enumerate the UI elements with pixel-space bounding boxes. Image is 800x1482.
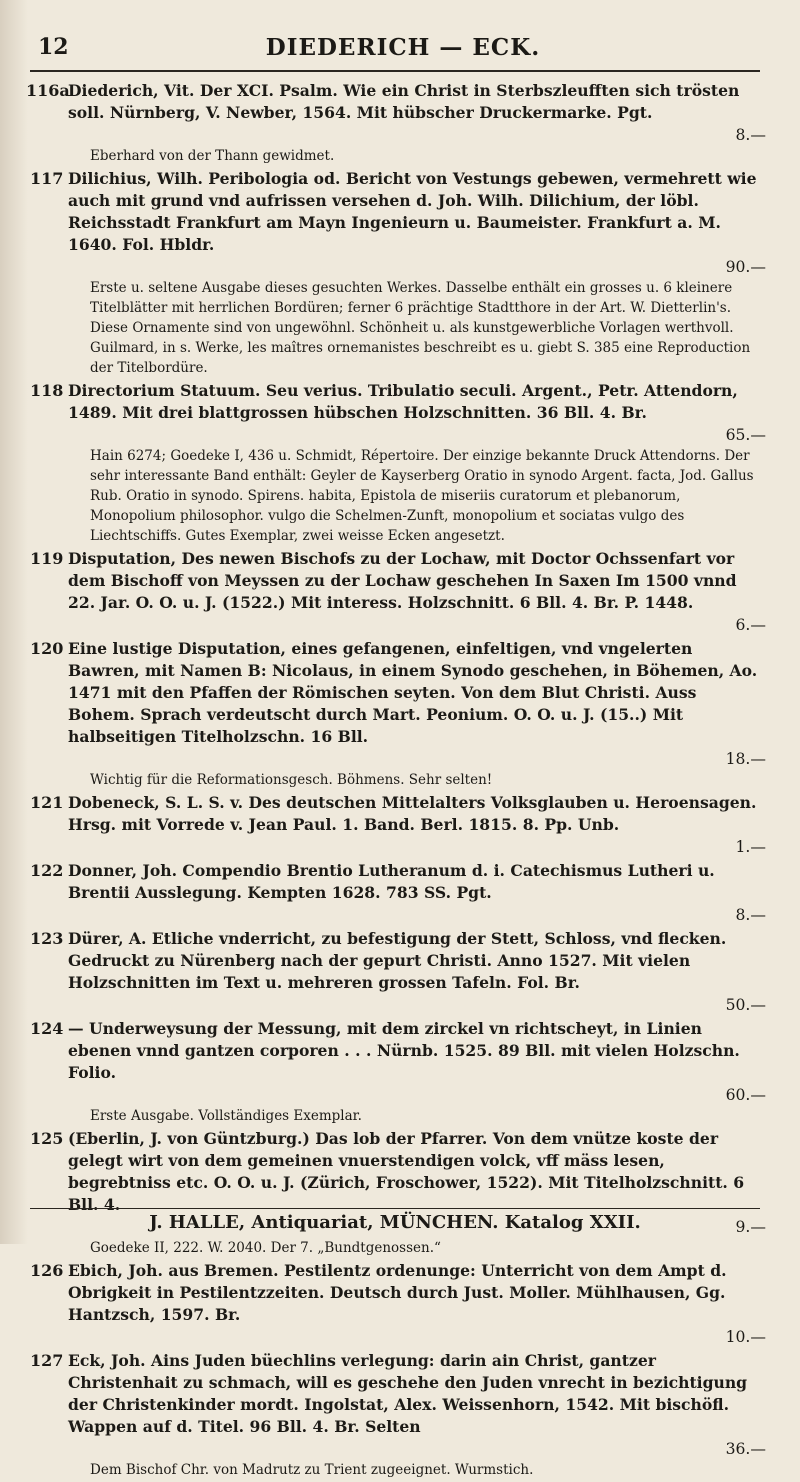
catalog-entry xyxy=(30,1018,766,1126)
entry-number: 124 xyxy=(30,1019,64,1038)
entry-text: Eine lustige Disputation, eines gefangenen, einfeltigen, vnd vngelerten Bawren, mit Namen B: Nicolaus, in einem Synodo geschehen, in Böhemen, Ao. 1471 mit den Pfaffen der Römischen seyten. Von dem Blut Christi. Auss Bohem. Sprach verdeutscht durch Mart. Peonium. O. O. u. J. (15..) Mit halbseitigen Titelholzschn. 16 Bll. xyxy=(68,639,758,746)
entry-text: — Underweysung der Messung, mit dem zirckel vn richtscheyt, in Linien ebenen vnnd gantzen corporen . . . Nürnb. 1525. 89 Bll. mit vielen Holzschn. Folio. xyxy=(68,1019,740,1082)
entry-number: 122 xyxy=(30,861,64,880)
catalog-entry xyxy=(30,1350,766,1480)
entry-price: 1.— xyxy=(735,838,766,856)
entry-price: 8.— xyxy=(735,906,766,924)
entry-note: Eberhard von der Thann gewidmet. xyxy=(90,148,335,164)
entry-note: Erste u. seltene Ausgabe dieses gesuchten Werkes. Dasselbe enthält ein grosses u. 6 kleinere Titelblätter mit herrlichen Bordüren; ferner 6 prächtige Stadtthore in der Art. W. Dietterlin's. Diese Ornamente sind von ungewöhnl. Schönheit u. als kunstgewerbliche Vorlagen werthvoll. Guilmard, in s. Werke, les maîtres ornemanistes beschreibt es u. giebt S. 385 eine Reproduction der Titelbordüre. xyxy=(90,280,751,376)
catalog-entry xyxy=(30,928,766,1016)
entry-price: 8.— xyxy=(735,126,766,144)
catalog-entry xyxy=(30,1260,766,1348)
entry-price: 18.— xyxy=(725,750,766,768)
page-header xyxy=(38,34,768,64)
entry-text: Disputation, Des newen Bischofs zu der Lochaw, mit Doctor Ochssenfart vor dem Bischoff von Meyssen zu der Lochaw geschehen In Saxen Im 1500 vnnd 22. Jar. O. O. u. J. (1522.) Mit interess. Holzschnitt. 6 Bll. 4. Br. P. 1448. xyxy=(68,549,737,612)
entry-text: Ebich, Joh. aus Bremen. Pestilentz ordenunge: Unterricht von dem Ampt d. Obrigkeit in Pestilentzzeiten. Deutsch durch Just. Moller. Mühlhausen, Gg. Hantzsch, 1597. Br. xyxy=(68,1261,727,1324)
running-title: DIEDERICH — ECK. xyxy=(265,34,541,61)
entry-number: 118 xyxy=(30,381,64,400)
entry-number: 119 xyxy=(30,549,64,568)
header-rule xyxy=(30,70,760,72)
catalog-entry xyxy=(26,80,766,166)
page-edge-shadow xyxy=(0,0,28,1244)
entry-price: 60.— xyxy=(725,1086,766,1104)
entry-note: Hain 6274; Goedeke I, 436 u. Schmidt, Répertoire. Der einzige bekannte Druck Attendorns. Der sehr interessante Band enthält: Geyler de Kayserberg Oratio in synodo Argent. facta, Jod. Gallus Rub. Oratio in synodo. Spirens. habita, Epistola de miseriis curatorum et plebanorum, Monopolium philosophor. vulgo die Schelmen-Zunft, monopolium et sociatas vulgo des Liechtschiffs. Gutes Exemplar, zwei weisse Ecken angesetzt. xyxy=(90,448,754,544)
entry-text: Eck, Joh. Ains Juden büechlins verlegung: darin ain Christ, gantzer Christenhait zu schmach, will es geschehe den Juden vnrecht in bezichtigung der Christenkinder mordt. Ingolstat, Alex. Weissenhorn, 1542. Mit bischöfl. Wappen auf d. Titel. 96 Bll. 4. Br. Selten xyxy=(68,1351,748,1436)
page-footer: J. HALLE, Antiquariat, MÜNCHEN. Katalog XXII. xyxy=(149,1212,641,1233)
entry-text: Dobeneck, S. L. S. v. Des deutschen Mittelalters Volksglauben u. Heroensagen. Hrsg. mit Vorrede v. Jean Paul. 1. Band. Berl. 1815. 8. Pp. Unb. xyxy=(68,793,757,834)
entry-number: 123 xyxy=(30,929,64,948)
entry-number: 120 xyxy=(30,639,64,658)
catalog-entry xyxy=(30,638,766,790)
entry-text: Dilichius, Wilh. Peribologia od. Bericht von Vestungs gebewen, vermehrett wie auch mit grund vnd aufrissen versehen d. Joh. Wilh. Dilichium, der löbl. Reichsstadt Frankfurt am Mayn Ingenieurn u. Baumeister. Frankfurt a. M. 1640. Fol. Hbldr. xyxy=(68,169,757,254)
entry-text: Directorium Statuum. Seu verius. Tribulatio seculi. Argent., Petr. Attendorn, 1489. Mit drei blattgrossen hübschen Holzschnitten. 36 Bll. 4. Br. xyxy=(68,381,738,422)
catalog-entry xyxy=(30,1128,766,1258)
catalog-entry xyxy=(30,792,766,858)
entry-note: Wichtig für die Reformationsgesch. Böhmens. Sehr selten! xyxy=(90,772,493,788)
entry-text: Donner, Joh. Compendio Brentio Lutheranum d. i. Catechismus Lutheri u. Brentii Ausslegung. Kempten 1628. 783 SS. Pgt. xyxy=(68,861,715,902)
entry-price: 10.— xyxy=(725,1328,766,1346)
entry-number: 117 xyxy=(30,169,64,188)
catalog-entries xyxy=(26,80,766,1482)
entry-price: 6.— xyxy=(735,616,766,634)
entry-number: 121 xyxy=(30,793,64,812)
entry-price: 90.— xyxy=(725,258,766,276)
entry-price: 9.— xyxy=(735,1218,766,1236)
entry-note: Erste Ausgabe. Vollständiges Exemplar. xyxy=(90,1108,362,1124)
entry-number: 126 xyxy=(30,1261,64,1280)
entry-text: Dürer, A. Etliche vnderricht, zu befestigung der Stett, Schloss, vnd flecken. Gedruckt zu Nürenberg nach der gepurt Christi. Anno 1527. Mit vielen Holzschnitten im Text u. mehreren grossen Tafeln. Fol. Br. xyxy=(68,929,727,992)
catalog-entry xyxy=(30,380,766,546)
entry-price: 50.— xyxy=(725,996,766,1014)
entry-text: Diederich, Vit. Der XCI. Psalm. Wie ein Christ in Sterbszleufften sich trösten soll. Nürnberg, V. Newber, 1564. Mit hübscher Druckermarke. Pgt. xyxy=(68,81,740,122)
entry-note: Dem Bischof Chr. von Madrutz zu Trient zugeeignet. Wurmstich. xyxy=(90,1462,534,1478)
catalog-entry xyxy=(30,548,766,636)
entry-price: 65.— xyxy=(725,426,766,444)
page-number: 12 xyxy=(38,34,69,60)
entry-number: 125 xyxy=(30,1129,64,1148)
footer-rule xyxy=(30,1208,760,1209)
entry-number: 116a xyxy=(26,81,70,100)
entry-text: (Eberlin, J. von Güntzburg.) Das lob der Pfarrer. Von dem vnütze koste der gelegt wirt von dem gemeinen vnuerstendigen volck, vff mäss lesen, begrebtniss etc. O. O. u. J. (Zürich, Froschower, 1522). Mit Titelholzschnitt. 6 Bll. 4. xyxy=(68,1129,745,1214)
entry-note: Goedeke II, 222. W. 2040. Der 7. „Bundtgenossen.“ xyxy=(90,1240,441,1256)
catalog-entry xyxy=(30,860,766,926)
entry-number: 127 xyxy=(30,1351,64,1370)
catalog-entry xyxy=(30,168,766,378)
entry-price: 36.— xyxy=(725,1440,766,1458)
